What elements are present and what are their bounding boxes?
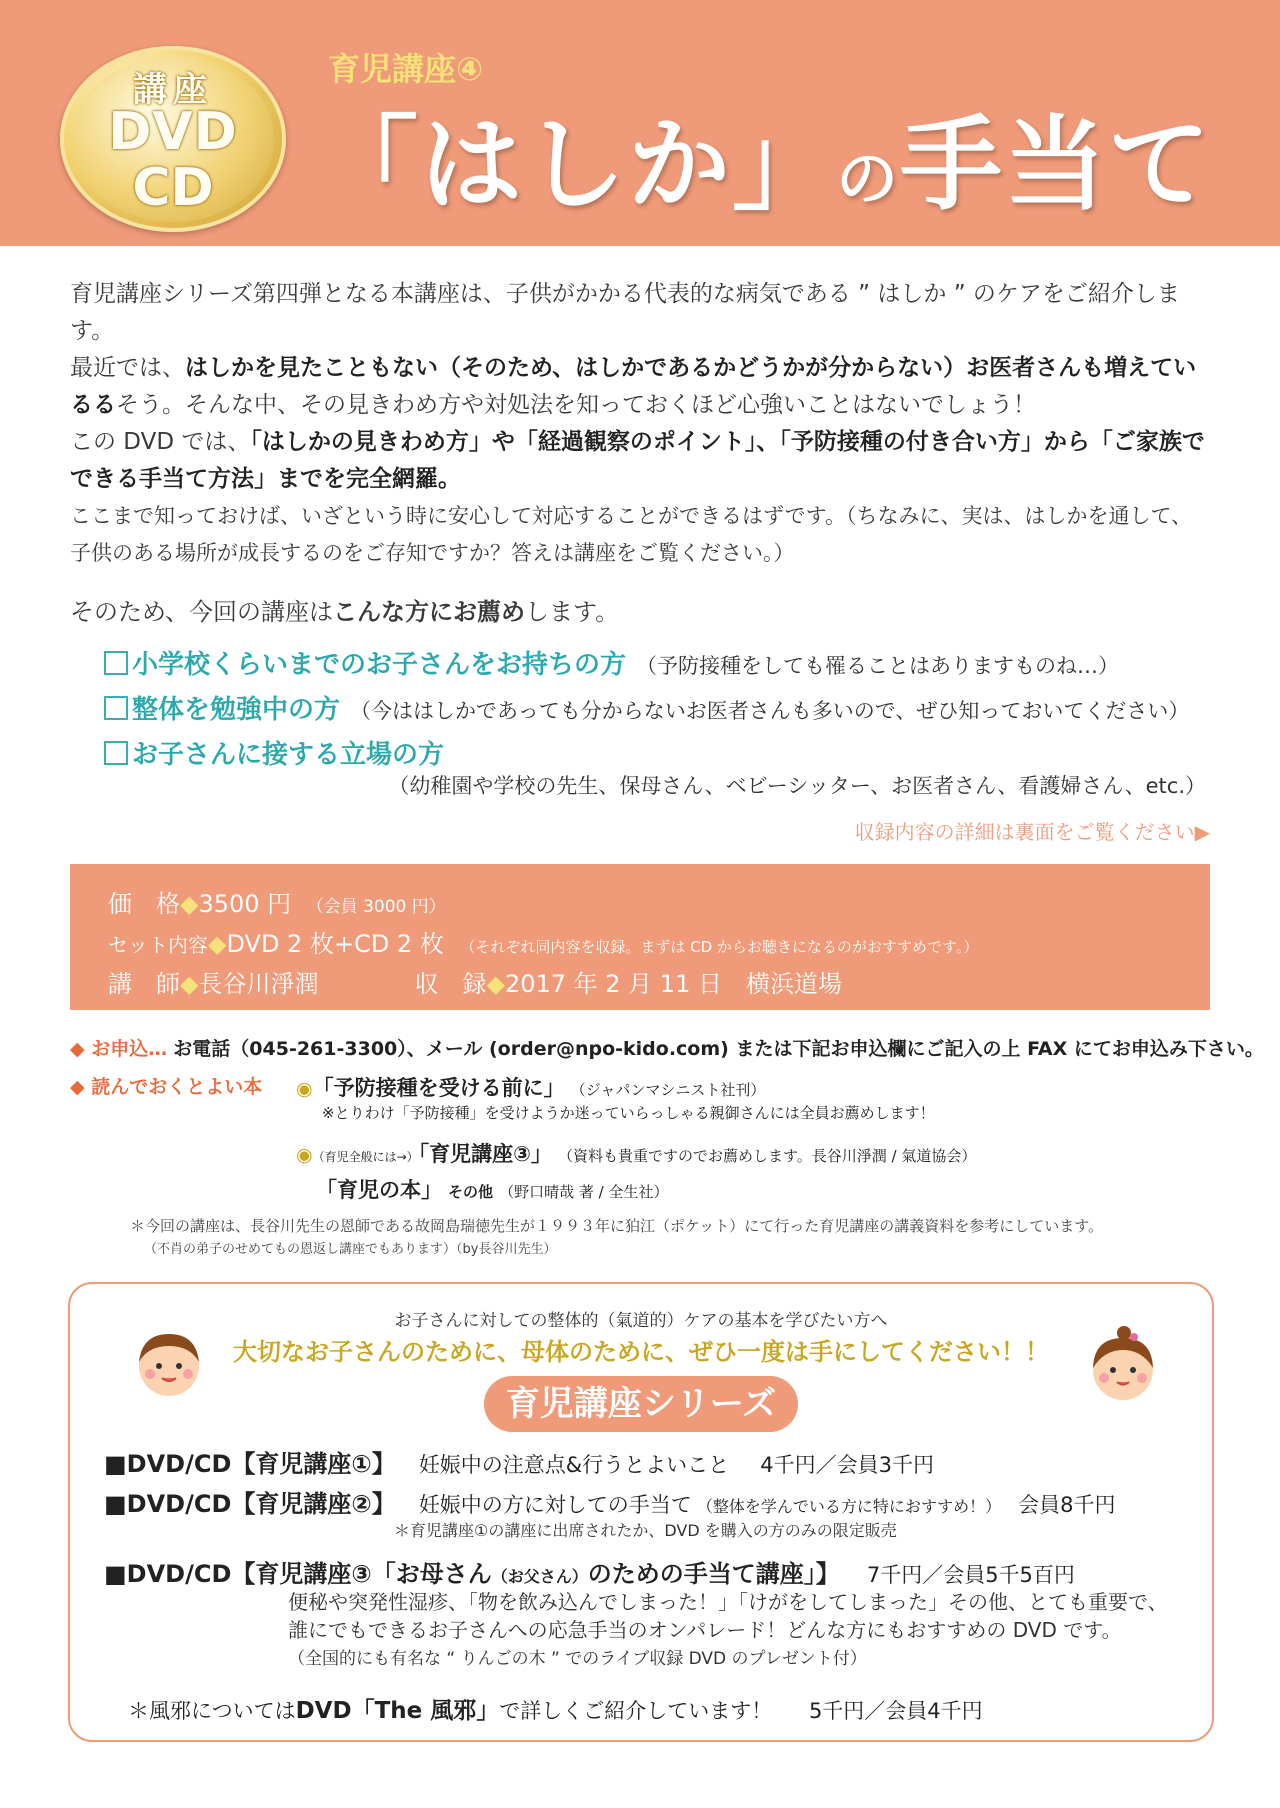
cold-note-a: ＊風邪については (128, 1699, 296, 1723)
badge-label-course: 講座 (133, 70, 213, 110)
checkbox-icon (104, 651, 128, 675)
title-end: 手当て (900, 106, 1213, 225)
series-item-body-3: （全国的にも有名な “ りんごの木 ” でのライブ収録 DVD のプレゼント付） (288, 1649, 867, 1669)
checklist-item (104, 644, 1214, 689)
record-label: 収 録 (414, 970, 487, 998)
intro-p2-bold: はしかを見たこともない（そのため、はしかであるかどうかが分からない）お医者さんも増えている (70, 355, 1197, 418)
checklist-label: お子さんに接する立場の方 (132, 740, 445, 770)
book-title: 「予防接種を受ける前に」 (312, 1076, 565, 1100)
cold-dvd-note (128, 1692, 983, 1725)
series-item (104, 1484, 1184, 1518)
record-value: 2017 年 2 月 11 日 横浜道場 (504, 970, 842, 998)
order-label: ◆ お申込… (70, 1038, 168, 1060)
book-publisher: （ジャパンマシニスト社刊） (570, 1081, 766, 1099)
book-line (70, 1138, 1220, 1174)
diamond-icon: ◆ (486, 970, 505, 998)
price-value: 3500 円 (198, 890, 292, 918)
series-item-price: 4千円／会員3千円 (760, 1453, 935, 1477)
series-item-desc: 妊娠中の方に対しての手当て (418, 1493, 692, 1517)
series-item-note: （整体を学んでいる方に特におすすめ！） (696, 1497, 1002, 1516)
set-note: （それぞれ同内容を収録。まずは CD からお聴きになるのがおすすめです。） (467, 938, 979, 956)
title-particle: の (836, 142, 901, 215)
series-item-sub (104, 1518, 1184, 1554)
intro-p2-c: そう。そんな中、その見きわめ方や対処法を知っておくほど心強いことはないでしょう！ (116, 392, 1036, 418)
badge-label-cd: CD (132, 158, 214, 218)
book-title: 「育児講座③」 (418, 1142, 552, 1166)
series-item (104, 1554, 1184, 1588)
info-box (70, 864, 1210, 1010)
series-item-title-small: （お父さん） (491, 1567, 588, 1586)
checklist-label: 整体を勉強中の方 (132, 695, 341, 725)
bullet-icon: ◉ (296, 1078, 313, 1100)
series-heading-pill: 育児講座シリーズ (484, 1376, 798, 1432)
series-item-body-1: 便秘や突発性湿疹、「物を飲み込んでしまった！」「けがをしてしまった」その他、とても重要で、 (288, 1590, 1168, 1614)
price-member: （会員 3000 円） (315, 897, 446, 917)
title-main: 「はしか」 (316, 106, 836, 225)
see-back-link[interactable]: 収録内容の詳細は裏面をご覧ください▶ (854, 820, 1210, 844)
page-title (316, 84, 1212, 230)
intro-paragraph-1: 育児講座シリーズ第四弾となる本講座は、子供がかかる代表的な病気である ” はしか ” のケアをご紹介します。 (70, 281, 1180, 344)
checklist-note: （今ははしかであっても分からないお医者さんも多いので、ぜひ知っておいてください） (350, 699, 1190, 723)
book-line (70, 1104, 1220, 1138)
header-banner (0, 0, 1280, 246)
series-number: 育児講座④ (328, 50, 484, 88)
recommend-lead-bold: こんな方にお薦め (333, 598, 526, 626)
teacher-value: 長谷川淨潤 (198, 970, 319, 998)
cold-note-price: 5千円／会員4千円 (808, 1699, 983, 1723)
series-item-desc: 妊娠中の注意点&行うとよいこと (418, 1453, 730, 1477)
recommend-lead-c: します。 (525, 598, 620, 626)
footnote-line-2: （不肖の弟子のせめてもの恩返し講座でもあります）（by長谷川先生） (144, 1242, 557, 1257)
checkbox-icon (104, 696, 128, 720)
book-other: その他 (448, 1183, 494, 1201)
recommend-lead (70, 592, 619, 627)
dvd-cd-badge (60, 46, 286, 232)
price-label: 価 格 (108, 890, 180, 918)
book-line (70, 1174, 1220, 1210)
intro-paragraph-3 (70, 424, 1210, 498)
set-value: DVD 2 枚+CD 2 枚 (226, 930, 444, 958)
recommend-lead-a: そのため、今回の講座は (70, 598, 334, 626)
order-text: お電話（045-261-3300）、メール (order@npo-kido.com) または下記お申込欄にご記入の上 FAX にてお申込み下さい。 (173, 1038, 1264, 1060)
set-row (108, 924, 978, 959)
intro-p3-bold: 「はしかの見きわめ方」や「経過観察のポイント」、「予防接種の付き合い方」から「ご家族でできる手当て方法」までを完全網羅。 (70, 429, 1205, 492)
book-publisher: （野口晴哉 著 / 全生社） (499, 1183, 669, 1201)
series-intro: お子さんに対しての整体的（氣道的）ケアの基本を学びたい方へ (394, 1311, 888, 1331)
intro-text (70, 276, 1210, 572)
book-note: ※とりわけ「予防接種」を受けようか迷っていらっしゃる親御さんには全員お薦めします！ (322, 1104, 935, 1122)
intro-paragraph-2: 最近では、はしかを見たこともない（そのため、はしかであるかどうかが分からない）お医者さんも増えているるそう。そんな中、その見きわめ方や対処法を知っておくほど心強いことはないでしょう！ (70, 355, 1197, 418)
series-item-title: ■DVD/CD【育児講座②】 (104, 1490, 396, 1518)
cold-note-title: DVD「The 風邪」 (295, 1698, 500, 1724)
intro-p3-a: この DVD では、 (70, 429, 251, 455)
girl-face-icon (1084, 1324, 1162, 1404)
checkbox-icon (104, 741, 128, 765)
series-item-title: ■DVD/CD【育児講座①】 (104, 1450, 396, 1478)
checklist-sub-note: （幼稚園や学校の先生、保母さん、ベビーシッター、お医者さん、看護婦さん、etc.） (388, 774, 1206, 798)
boy-face-icon (130, 1328, 208, 1398)
book-title: 「育児の本」 (316, 1178, 442, 1202)
series-item-body (104, 1588, 1184, 1669)
checklist-note: （予防接種をしても罹ることはありますものね…） (636, 654, 1120, 678)
series-slogan: 大切なお子さんのために、母体のために、ぜひ一度は手にしてください！！ (233, 1338, 1049, 1366)
series-item-body-2: 誰にでもできるお子さんへの応急手当のオンパレード！どんな方にもおすすめの DVD です。 (288, 1618, 1122, 1642)
set-label: セット内容 (108, 933, 208, 957)
diamond-icon: ◆ (180, 890, 199, 918)
series-item-price: 7千円／会員5千5百円 (866, 1563, 1075, 1587)
recommended-books (70, 1072, 1220, 1210)
series-list (104, 1444, 1184, 1669)
footnote (130, 1214, 1103, 1262)
series-item-price: 会員8千円 (1018, 1493, 1116, 1517)
cold-note-c: で詳しくご紹介しています！ (499, 1699, 773, 1723)
checklist-label: 小学校くらいまでのお子さんをお持ちの方 (132, 650, 627, 680)
footnote-line-1: ＊今回の講座は、長谷川先生の恩師である故岡島瑞徳先生が１９９３年に狛江（ポケット）にて行った育児講座の講義資料を参考にしています。 (130, 1217, 1104, 1235)
series-item (104, 1444, 1184, 1484)
diamond-icon: ◆ (180, 970, 199, 998)
diamond-icon: ◆ (208, 930, 227, 958)
series-item-title-end: のための手当て講座」】 (587, 1560, 840, 1588)
intro-paragraph-4: ここまで知っておけば、いざという時に安心して対応することができるはずです。（ちなみに、実は、はしかを通して、子供のある場所が成長するのをご存知ですか？答えは講座をご覧ください。） (70, 504, 1193, 565)
teacher-label: 講 師 (108, 970, 180, 998)
teacher-row (108, 964, 842, 999)
price-row (108, 884, 446, 919)
books-label: ◆ 読んでおくとよい本 (70, 1076, 263, 1098)
series-box (68, 1282, 1214, 1742)
series-item-title: ■DVD/CD【育児講座③「お母さん (104, 1560, 492, 1588)
bullet-icon: ◉ (296, 1144, 313, 1166)
order-info (70, 1034, 1264, 1061)
book-prefix: （育児全般には→） (312, 1150, 419, 1164)
checklist-item (104, 689, 1214, 734)
series-item-sub-note: ＊育児講座①の講座に出席されたか、DVD を購入の方のみの限定販売 (394, 1521, 897, 1540)
book-note: （資料も貴重ですのでお薦めします。長谷川淨潤 / 氣道協会） (557, 1147, 977, 1165)
recommend-checklist (104, 644, 1214, 779)
badge-label-dvd: DVD (108, 102, 238, 162)
intro-p2-a: 最近では、 (70, 355, 185, 381)
